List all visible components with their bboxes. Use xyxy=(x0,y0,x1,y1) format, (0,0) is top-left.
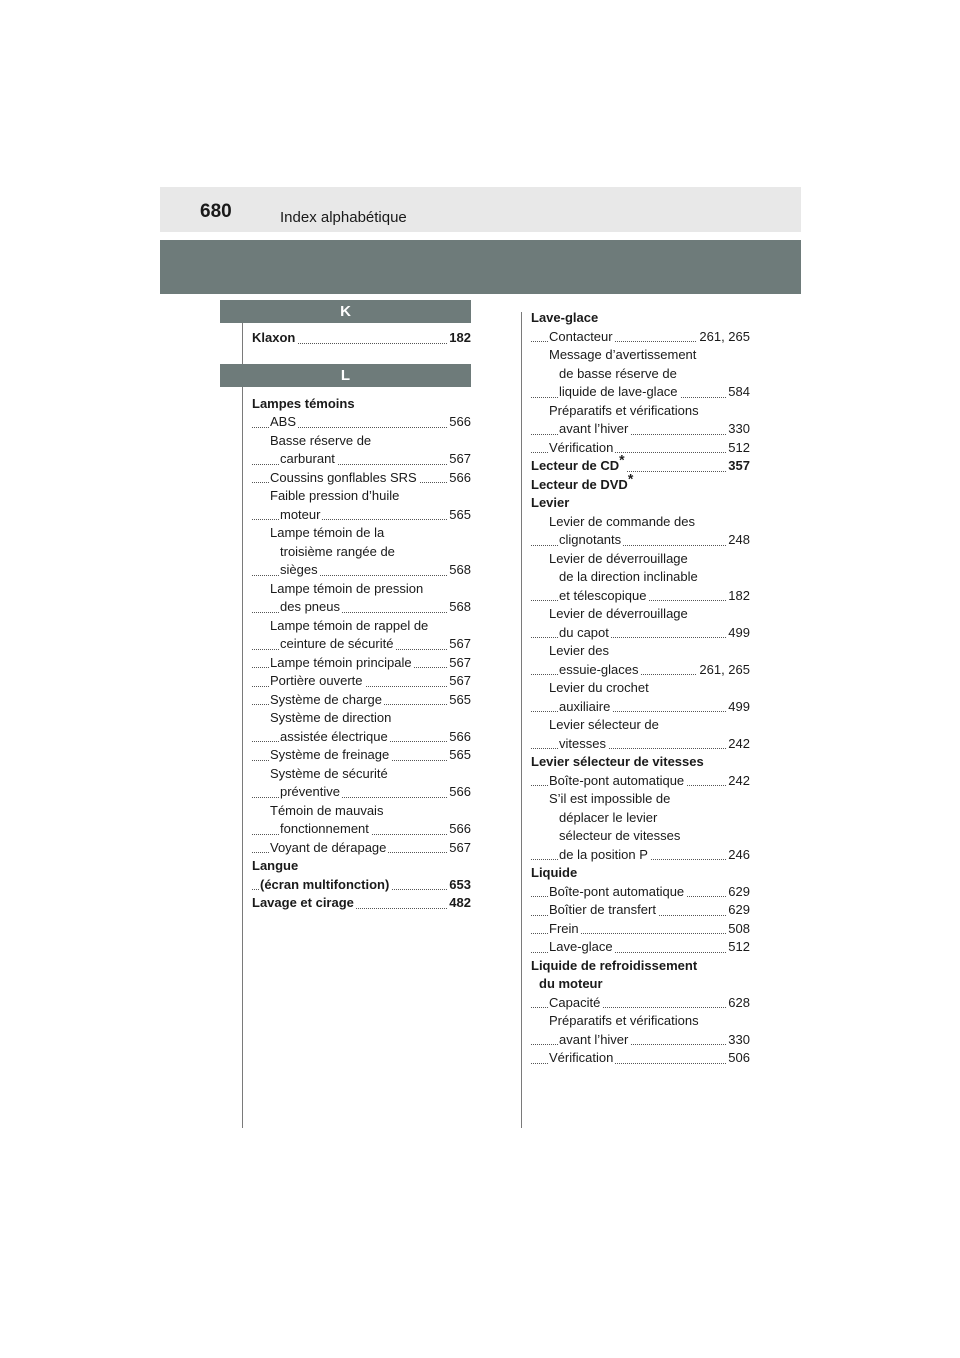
index-entry: des pneus 568 xyxy=(252,598,471,617)
index-entry: vitesses 242 xyxy=(531,735,750,754)
index-heading: Levier xyxy=(531,495,570,510)
index-entry: avant l’hiver 330 xyxy=(531,1031,750,1050)
index-entry: Message d’avertissement xyxy=(549,347,697,362)
index-heading: du moteur xyxy=(539,976,603,991)
index-entry: liquide de lave-glace 584 xyxy=(531,383,750,402)
index-heading: Lampes témoins xyxy=(252,395,355,411)
header-band xyxy=(160,240,801,294)
index-entry: Capacité 628 xyxy=(531,994,750,1013)
index-entry: auxiliaire 499 xyxy=(531,698,750,717)
index-entry: Vérification 512 xyxy=(531,439,750,458)
index-entry: ABS 566 xyxy=(252,413,471,432)
index-column-right xyxy=(531,309,750,1068)
letter-heading-k: K xyxy=(220,300,471,323)
index-heading: Lave-glace xyxy=(531,310,599,325)
index-entry: Lampe témoin de pression xyxy=(270,580,424,596)
index-entry: Lampe témoin de rappel de xyxy=(270,617,429,633)
index-entry: sièges 568 xyxy=(252,561,471,580)
index-entry: Système de sécurité xyxy=(270,765,388,781)
index-entry: Témoin de mauvais xyxy=(270,802,384,818)
page-header xyxy=(160,187,801,232)
index-heading: Langue xyxy=(252,858,299,873)
letter-heading-l: L xyxy=(220,364,471,387)
index-entry: Contacteur 261, 265 xyxy=(531,328,750,347)
index-entry: Portière ouverte 567 xyxy=(252,672,471,691)
index-heading: Liquide xyxy=(531,865,578,880)
index-entry: essuie-glaces 261, 265 xyxy=(531,661,750,680)
index-entry: Basse réserve de xyxy=(270,432,372,448)
index-entry: Boîte-pont automatique 629 xyxy=(531,883,750,902)
index-entry: Levier de commande des xyxy=(549,513,695,529)
index-entry: troisième rangée de xyxy=(280,543,395,559)
index-heading: Liquide de refroidissement xyxy=(531,957,698,973)
left-column-rule xyxy=(242,300,243,1128)
index-entry: de basse réserve de xyxy=(559,365,677,381)
index-entry: Coussins gonflables SRS 566 xyxy=(252,469,471,488)
index-entry: Boîtier de transfert 629 xyxy=(531,901,750,920)
index-entry: clignotants 248 xyxy=(531,531,750,550)
section-title: Index alphabétique xyxy=(280,209,407,226)
footnote-mark: * xyxy=(627,470,634,487)
index-entry: Système de direction xyxy=(270,710,392,725)
index-entry: Lampe témoin principale 567 xyxy=(252,654,471,673)
index-entry: assistée électrique 566 xyxy=(252,728,471,747)
page-number: 680 xyxy=(200,201,232,222)
index-column-left xyxy=(252,300,471,913)
index-entry: Levier de déverrouillage xyxy=(549,606,688,621)
index-entry: de la position P 246 xyxy=(531,846,750,865)
index-entry: Vérification 506 xyxy=(531,1049,750,1068)
middle-column-rule xyxy=(521,312,522,1128)
index-heading: Lecteur de DVD* xyxy=(531,470,634,492)
index-entry: Frein 508 xyxy=(531,920,750,939)
index-entry: moteur 565 xyxy=(252,506,471,525)
index-entry: Klaxon 182 xyxy=(252,329,471,348)
index-entry: Boîte-pont automatique 242 xyxy=(531,772,750,791)
index-entry: Préparatifs et vérifications xyxy=(549,1013,699,1028)
index-entry: et télescopique 182 xyxy=(531,587,750,606)
index-entry: Voyant de dérapage 567 xyxy=(252,839,471,858)
index-entry: du capot 499 xyxy=(531,624,750,643)
index-entry: Levier sélecteur de xyxy=(549,717,659,732)
index-entry: Système de charge 565 xyxy=(252,691,471,710)
index-entry: Lampe témoin de la xyxy=(270,525,385,540)
index-heading: Levier sélecteur de vitesses xyxy=(531,754,704,769)
footnote-mark: * xyxy=(619,451,625,468)
index-entry: (écran multifonction) 653 xyxy=(252,876,471,895)
index-entry: Levier du crochet xyxy=(549,680,649,695)
index-entry: sélecteur de vitesses xyxy=(559,828,681,843)
index-entry: Préparatifs et vérifications xyxy=(549,402,699,418)
index-entry: fonctionnement 566 xyxy=(252,820,471,839)
index-entry: Lavage et cirage 482 xyxy=(252,894,471,913)
index-entry: S’il est impossible de xyxy=(549,791,671,806)
index-entry: avant l’hiver 330 xyxy=(531,420,750,439)
index-entry: Levier des xyxy=(549,643,609,658)
index-entry: carburant 567 xyxy=(252,450,471,469)
index-entry: Lecteur de CD* 357 xyxy=(531,457,750,476)
index-entry: Système de freinage 565 xyxy=(252,746,471,765)
index-entry: ceinture de sécurité 567 xyxy=(252,635,471,654)
index-entry: Lave-glace 512 xyxy=(531,938,750,957)
index-entry: préventive 566 xyxy=(252,783,471,802)
index-entry: déplacer le levier xyxy=(559,809,658,825)
index-entry: de la direction inclinable xyxy=(559,569,698,584)
index-entry: Faible pression d’huile xyxy=(270,488,400,503)
index-entry: Levier de déverrouillage xyxy=(549,550,688,566)
